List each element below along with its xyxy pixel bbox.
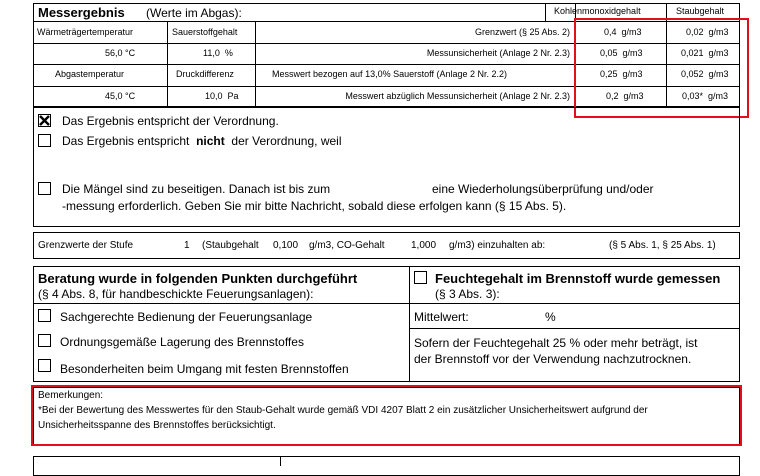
moisture-mean-label: Mittelwert: [414, 310, 469, 324]
advice-item-label: Sachgerechte Bedienung der Feuerungsanlage [60, 310, 313, 324]
measured-ref-label: Messwert bezogen auf 13,0% Sauerstoff (Anlage 2 Nr. 2.2) [272, 69, 508, 79]
exhaust-temp-value: 45,0 °C [105, 91, 136, 101]
co-value: 0,25 g/m3 [600, 69, 643, 79]
pressure-label: Druckdifferenz [176, 69, 234, 79]
moisture-checkbox[interactable] [414, 271, 427, 284]
dust-value: 0,03* g/m3 [682, 91, 729, 101]
limits-co-value: 1,000 [411, 240, 437, 251]
remarks-line2: Unsicherheitsspanne des Brennstoffes berücksichtigt. [38, 420, 276, 431]
oxygen-label: Sauerstoffgehalt [172, 27, 238, 37]
defects-checkbox[interactable] [38, 182, 51, 195]
advice-item-label: Ordnungsgemäße Lagerung des Brennstoffes [60, 335, 304, 349]
result-nok-checkbox[interactable] [38, 134, 51, 147]
bottom-table [33, 456, 740, 476]
advice-item-checkbox[interactable] [38, 334, 51, 347]
defects-line2: -messung erforderlich. Geben Sie mir bitte Nachricht, sobald diese erfolgen kann (§ 15 Abs. 5). [62, 199, 567, 213]
remarks-highlight [31, 385, 742, 446]
heat-temp-value: 56,0 °C [105, 48, 136, 58]
checkmark-x-icon [38, 114, 51, 127]
co-value: 0,4 g/m3 [604, 27, 642, 37]
pressure-value: 10,0 Pa [205, 91, 239, 101]
advice-item-checkbox[interactable] [38, 359, 51, 372]
limits-dust-value: 0,100 [273, 240, 299, 251]
limits-dust-label: (Staubgehalt [202, 240, 259, 251]
exhaust-temp-label: Abgastemperatur [55, 69, 125, 79]
limits-co-label: g/m3, CO-Gehalt [309, 240, 385, 251]
dust-value: 0,02 g/m3 [686, 27, 729, 37]
moisture-subtitle: (§ 3 Abs. 3): [435, 287, 500, 301]
limits-suffix: g/m3) einzuhalten ab: [449, 240, 546, 251]
limits-reference: (§ 5 Abs. 1, § 25 Abs. 1) [609, 240, 716, 251]
advice-title: Beratung wurde in folgenden Punkten durchgeführt [38, 271, 358, 286]
advice-subtitle: (§ 4 Abs. 8, für handbeschickte Feuerungsanlagen): [38, 287, 314, 301]
limits-prefix: Grenzwerte der Stufe [38, 240, 134, 251]
co-value: 0,2 g/m3 [606, 91, 644, 101]
defects-line1a: Die Mängel sind zu beseitigen. Danach ist bis zum [62, 182, 331, 196]
limits-stage: 1 [184, 240, 190, 251]
col-header-co: Kohlenmonoxidgehalt [554, 6, 641, 16]
co-value: 0,05 g/m3 [600, 48, 643, 58]
advice-item-checkbox[interactable] [38, 309, 51, 322]
heat-temp-label: Wärmeträgertemperatur [37, 27, 134, 37]
uncertainty-label: Messunsicherheit (Anlage 2 Nr. 2.3) [426, 48, 570, 58]
values-highlight [574, 18, 749, 118]
result-ok-checkbox[interactable] [38, 114, 51, 127]
result-ok-label: Das Ergebnis entspricht der Verordnung. [62, 114, 279, 128]
moisture-title: Feuchtegehalt im Brennstoff wurde gemessen [435, 271, 721, 286]
limit-label: Grenzwert (§ 25 Abs. 2) [474, 27, 570, 37]
defects-line1b: eine Wiederholungsüberprüfung und/oder [432, 182, 654, 196]
moisture-note-line2: der Brennstoff vor der Verwendung nachzutrocknen. [414, 352, 692, 366]
moisture-note-line1: Sofern der Feuchtegehalt 25 % oder mehr beträgt, ist [414, 336, 698, 350]
advice-item-label: Besonderheiten beim Umgang mit festen Brennstoffen [60, 362, 349, 376]
measurement-subtitle: (Werte im Abgas): [146, 6, 242, 20]
moisture-mean-unit: % [545, 310, 556, 324]
measurement-title: Messergebnis [38, 5, 125, 20]
result-nok-label: Das Ergebnis entspricht nicht der Verordnung, weil [62, 134, 342, 148]
col-header-dust: Staubgehalt [676, 6, 725, 16]
oxygen-value: 11,0 % [203, 48, 233, 58]
measured-minus-uncertainty-label: Messwert abzüglich Messunsicherheit (Anlage 2 Nr. 2.3) [345, 91, 570, 101]
remarks-title: Bemerkungen: [38, 390, 104, 401]
dust-value: 0,021 g/m3 [681, 48, 729, 58]
remarks-line1: *Bei der Bewertung des Messwertes für den Staub-Gehalt wurde gemäß VDI 4207 Blatt 2 ein zusätzlicher Unsicherheitswert aufgrund der [38, 405, 648, 416]
dust-value: 0,052 g/m3 [681, 69, 729, 79]
